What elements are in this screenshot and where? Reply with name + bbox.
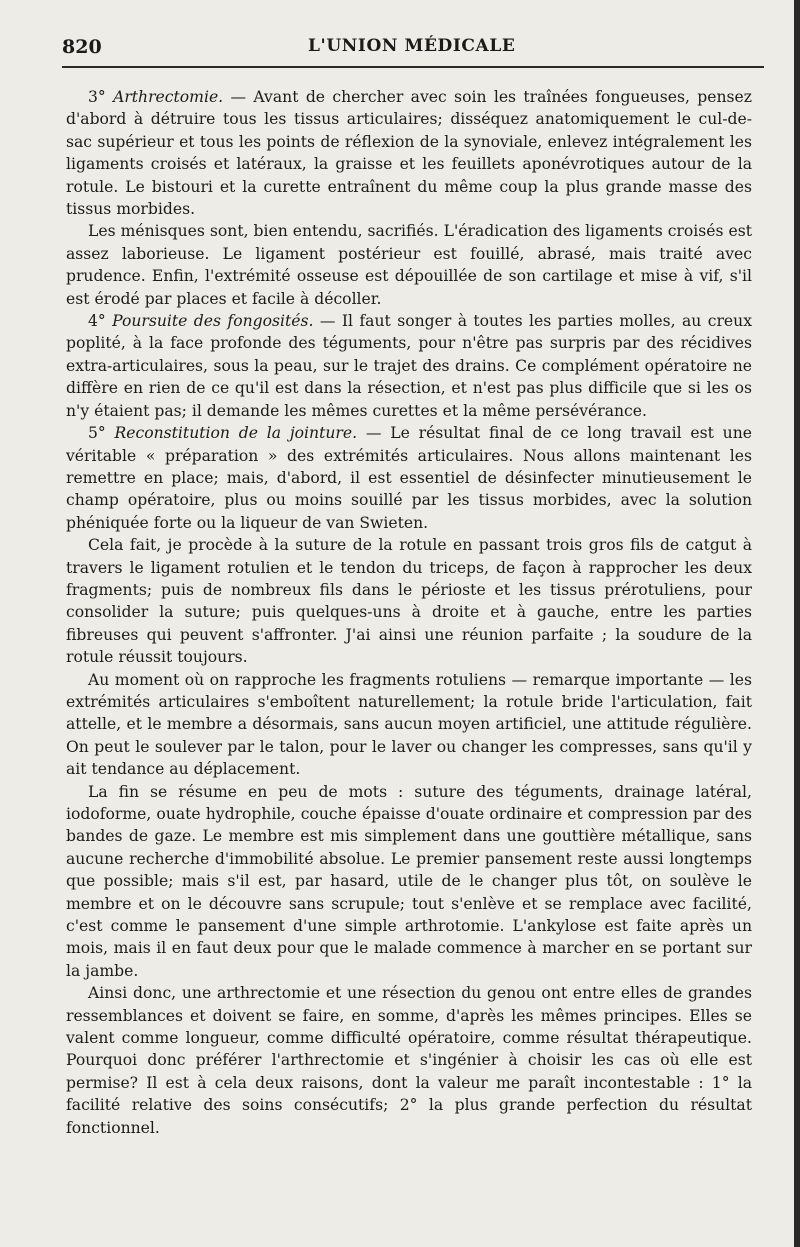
paragraph-fongosites [66,310,752,422]
paragraph-pansement [66,781,752,983]
page-number: 820 [62,36,102,58]
paragraph-text: Cela fait, je procède à la suture de la rotule en passant trois gros fils de catgut à travers le ligament rotulien et le tendon du triceps, de façon à rapprocher les deux fragments; puis de nombreux fils dans le périoste et les tissus prérotuliens, pour consolider la suture; puis quelques-uns à droite et à gauche, entre les parties fibreuses qui peuvent s'affronter. J'ai ainsi une réunion parfaite ; la soudure de la rotule réussit toujours. [66,536,752,667]
section-heading: Arthrectomie. [113,88,224,106]
paragraph-text: La fin se résume en peu de mots : suture des téguments, drainage latéral, iodoforme, ouate hydrophile, couche épaisse d'ouate ordinaire et compression par des bandes de gaze. Le membre est mis simplement dans une gouttière métallique, sans aucune recherche d'immobilité absolue. Le premier pansement reste aussi longtemps que possible; mais s'il est, par hasard, utile de le changer plus tôt, on soulève le membre et on le découvre sans scrupule; tout s'enlève et se remplace avec facilité, c'est comme le pansement d'une simple arthrotomie. L'ankylose est faite après un mois, mais il en faut deux pour que le malade commence à marcher en se portant sur la jambe. [66,782,752,980]
paragraph-arthrectomie [66,86,752,220]
header-rule [62,66,764,68]
page-header [62,36,754,66]
paragraph-text: — Le résultat final de ce long travail est une véritable « préparation » des extrémités articulaires. Nous allons maintenant les remettre en place; mais, d'abord, il est essentiel de désinfecter minutieusement le champ opératoire, plus ou moins souillé par les tissus morbides, avec la solution phéniquée forte ou la liqueur de van Swieten. [66,424,752,532]
section-number: 5° [88,424,115,443]
paragraph-menisques [66,220,752,310]
section-heading: Reconstitution de la jointure. [114,424,358,443]
paragraph-text: — Il faut songer à toutes les parties molles, au creux poplité, à la face profonde des téguments, pour n'être pas surpris par des récidives extra-articulaires, sous la peau, sur le trajet des drains. Ce complément opératoire ne diffère en rien de ce qu'il est dans la résection, et n'est pas plus difficile que si les os n'y étaient pas; il demande les mêmes curettes et la même persévérance. [66,312,752,420]
section-number: 4° [88,312,113,331]
paragraph-suture-rotule [66,534,752,668]
paragraph-text: — Avant de chercher avec soin les traînées fongueuses, pensez d'abord à détruire tous les tissus articulaires; disséquez anatomiquement le cul-de-sac supérieur et tous les points de réflexion de la synoviale, enlevez intégralement les ligaments croisés et latéraux, la graisse et les feuillets aponévrotiques autour de la rotule. Le bistouri et la curette entraînent du même coup la plus grande masse des tissus morbides. [66,88,752,219]
paragraph-text: Ainsi donc, une arthrectomie et une résection du genou ont entre elles de grandes ressemblances et doivent se faire, en somme, d'après les mêmes principes. Elles se valent comme longueur, comme difficulté opératoire, comme résultat thérapeutique. Pourquoi donc préférer l'arthrectomie et s'ingénier à choisir les cas où elle est permise? Il est à cela deux raisons, dont la valeur me paraît incontestable : 1° la facilité relative des soins consécutifs; 2° la plus grande perfection du résultat fonctionnel. [66,984,752,1137]
article-body [66,86,752,1139]
paragraph-text: Au moment où on rapproche les fragments rotuliens — remarque importante — les extrémités articulaires s'emboîtent naturellement; la rotule bride l'articulation, fait attelle, et le membre a désormais, sans aucun moyen artificiel, une attitude régulière. On peut le soulever par le talon, pour le laver ou changer les compresses, sans qu'il y ait tendance au déplacement. [66,670,752,779]
paragraph-rapprochement [66,669,752,781]
running-title: L'UNION MÉDICALE [308,36,516,56]
section-number: 3° [88,88,114,106]
section-heading: Poursuite des fongosités. [112,312,314,331]
paragraph-reconstitution [66,422,752,534]
paragraph-conclusion [66,982,752,1139]
paragraph-text: Les ménisques sont, bien entendu, sacrifiés. L'éradication des ligaments croisés est assez laborieuse. Le ligament postérieur est fouillé, abrasé, mais traité avec prudence. Enfin, l'extrémité osseuse est dépouillée de son cartilage et mise à vif, s'il est érodé par places et facile à décoller. [66,222,752,308]
